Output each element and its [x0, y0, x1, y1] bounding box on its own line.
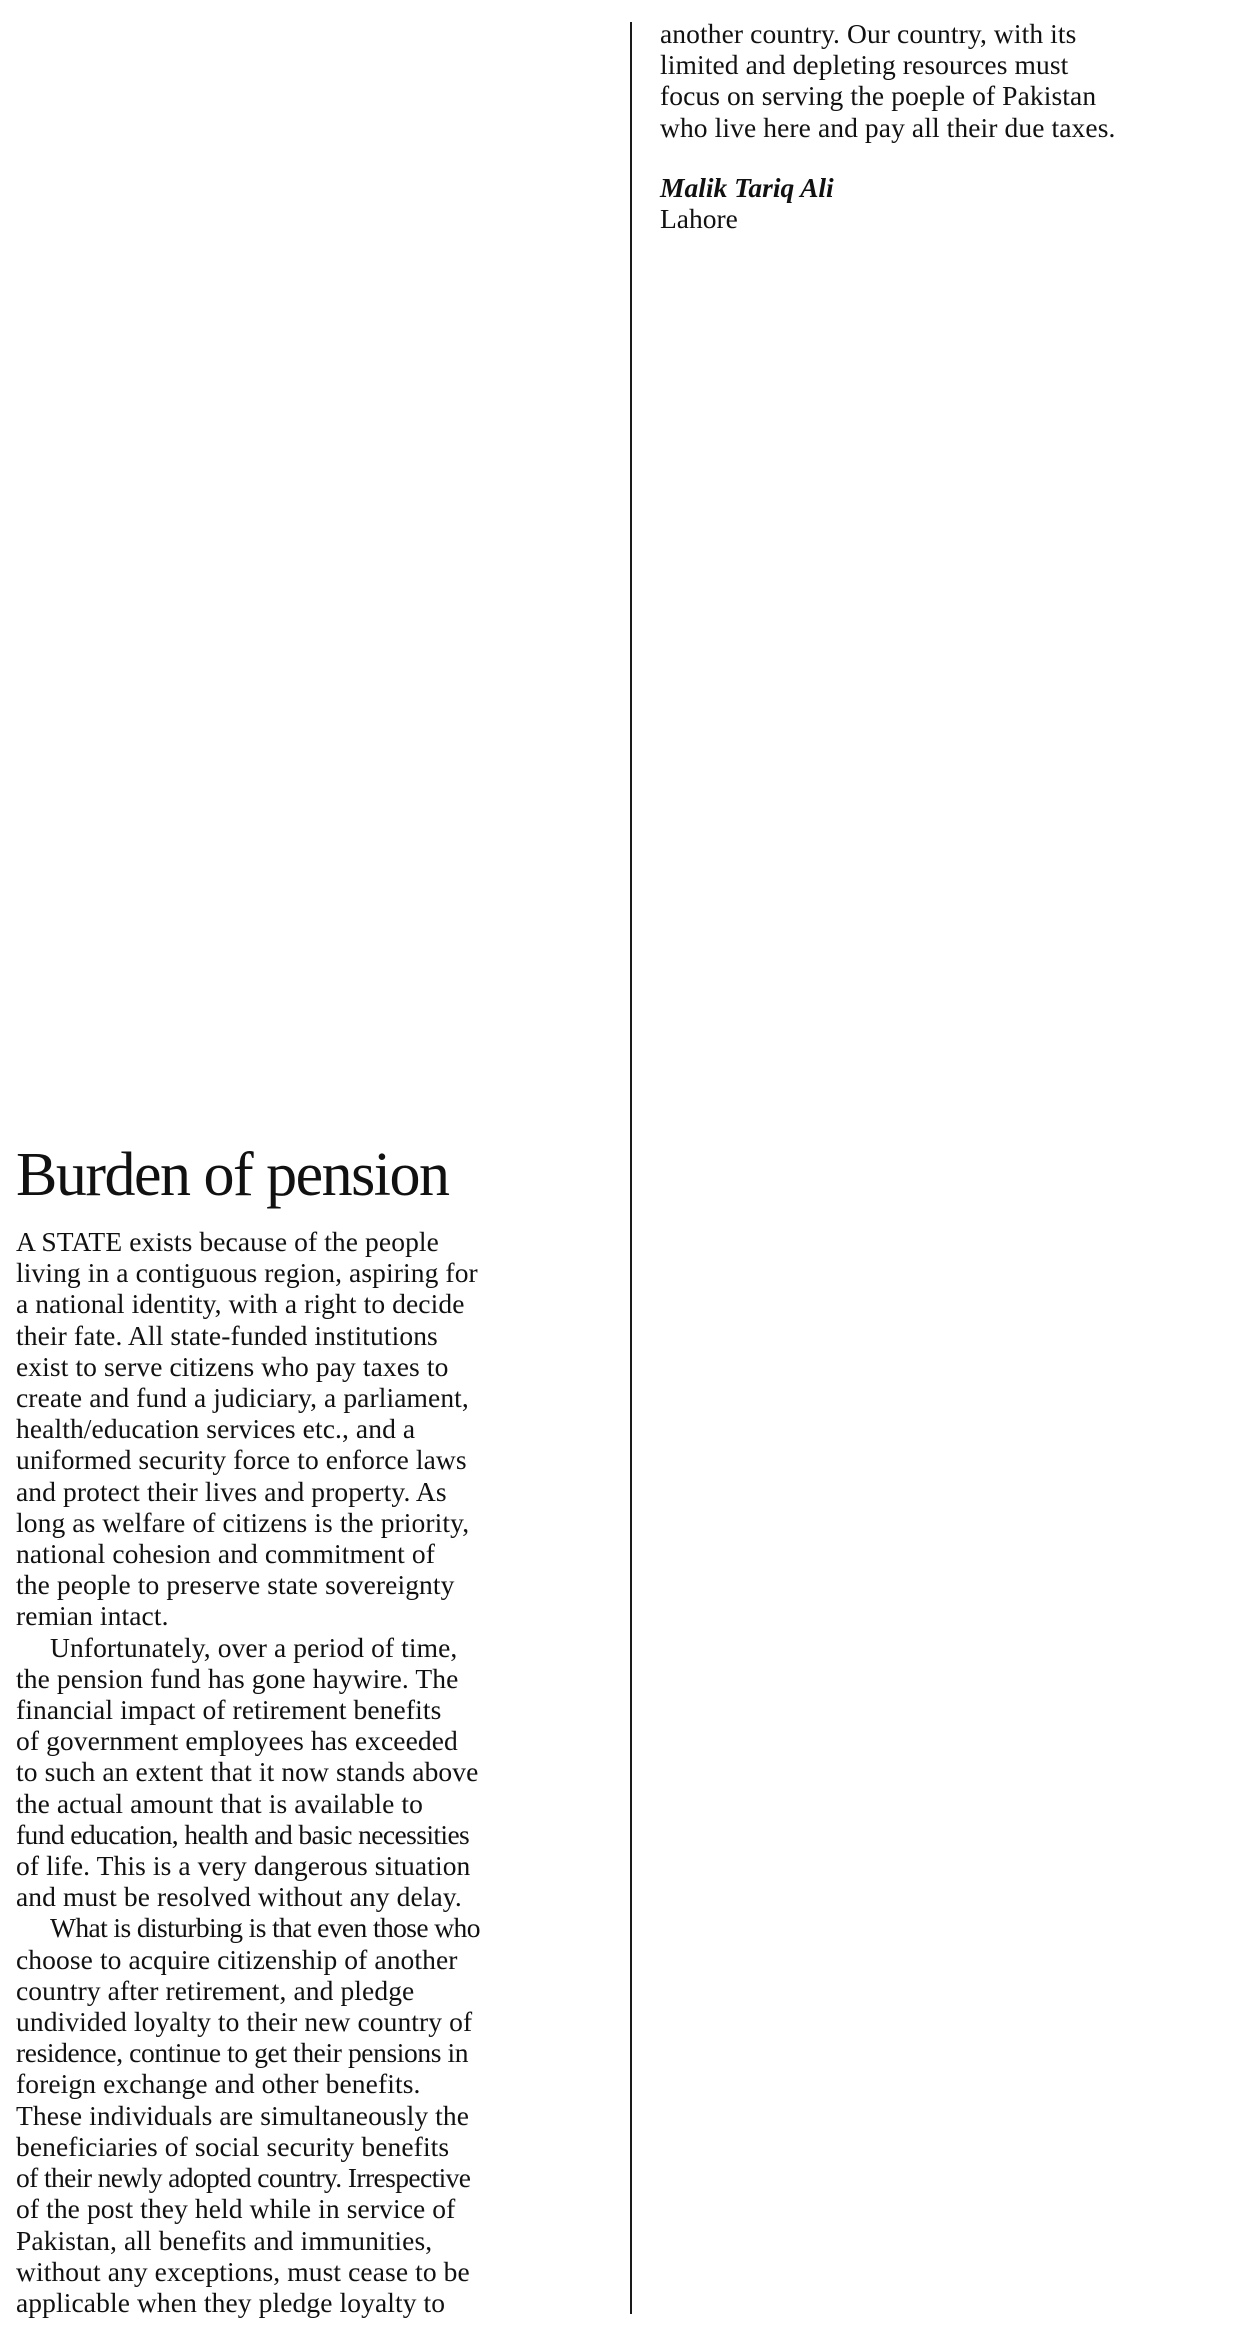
- text-line: beneficiaries of social security benefits: [16, 2130, 450, 2162]
- paragraph-3: [16, 1912, 622, 2318]
- text-line: Pakistan, all benefits and immunities,: [16, 2224, 433, 2256]
- text-line: of their newly adopted country. Irrespective: [16, 2162, 471, 2194]
- text-line: uniformed security force to enforce laws: [16, 1444, 467, 1476]
- author-name: Malik Tariq Ali: [660, 171, 834, 203]
- text-line: focus on serving the poeple of Pakistan: [660, 80, 1097, 112]
- text-line: the people to preserve state sovereignty: [16, 1569, 455, 1601]
- text-line: and must be resolved without any delay.: [16, 1881, 462, 1913]
- text-line: undivided loyalty to their new country of: [16, 2006, 473, 2038]
- text-line: What is disturbing is that even those who: [50, 1912, 480, 1944]
- text-line: a national identity, with a right to decide: [16, 1288, 465, 1320]
- text-line: another country. Our country, with its: [660, 18, 1077, 49]
- text-line: without any exceptions, must cease to be: [16, 2255, 470, 2287]
- text-line: country after retirement, and pledge: [16, 1974, 415, 2006]
- paragraph-2: [16, 1632, 622, 1913]
- paragraph-1: [16, 1226, 622, 1632]
- text-line: and protect their lives and property. As: [16, 1475, 447, 1507]
- text-line: national cohesion and commitment of: [16, 1538, 435, 1570]
- previous-letter-continuation: [660, 18, 1250, 234]
- text-line: fund education, health and basic necessities: [16, 1818, 470, 1850]
- text-line: the pension fund has gone haywire. The: [16, 1662, 459, 1694]
- text-line: health/education services etc., and a: [16, 1413, 416, 1445]
- text-line: residence, continue to get their pensions in: [16, 2037, 469, 2069]
- text-line: living in a contiguous region, aspiring for: [16, 1257, 478, 1289]
- text-line: financial impact of retirement benefits: [16, 1694, 442, 1726]
- letter-headline: Burden of pension: [16, 1141, 449, 1209]
- text-line: limited and depleting resources must: [660, 49, 1069, 81]
- text-line: exist to serve citizens who pay taxes to: [16, 1350, 449, 1382]
- letter-burden-of-pension: [16, 1140, 622, 2318]
- text-line: who live here and pay all their due taxes.: [660, 111, 1116, 143]
- text-line: choose to acquire citizenship of another: [16, 1943, 458, 1975]
- text-line: Unfortunately, over a period of time,: [50, 1631, 458, 1663]
- text-line: of the post they held while in service of: [16, 2193, 456, 2225]
- text-line: the actual amount that is available to: [16, 1787, 423, 1819]
- text-line: These individuals are simultaneously the: [16, 2099, 470, 2131]
- column-divider: [630, 22, 632, 2314]
- text-line: A STATE exists because of the people: [16, 1226, 439, 1257]
- text-line: applicable when they pledge loyalty to: [16, 2286, 446, 2318]
- author-city: Lahore: [660, 203, 738, 235]
- text-line: foreign exchange and other benefits.: [16, 2068, 421, 2100]
- letter-ending-paragraph: [660, 18, 1250, 143]
- text-line: to such an extent that it now stands above: [16, 1756, 479, 1788]
- text-line: long as welfare of citizens is the priority,: [16, 1506, 470, 1538]
- text-line: of government employees has exceeded: [16, 1725, 458, 1757]
- text-line: their fate. All state-funded institutions: [16, 1319, 438, 1351]
- text-line: create and fund a judiciary, a parliament,: [16, 1382, 469, 1414]
- text-line: of life. This is a very dangerous situation: [16, 1850, 471, 1882]
- text-line: remian intact.: [16, 1600, 169, 1632]
